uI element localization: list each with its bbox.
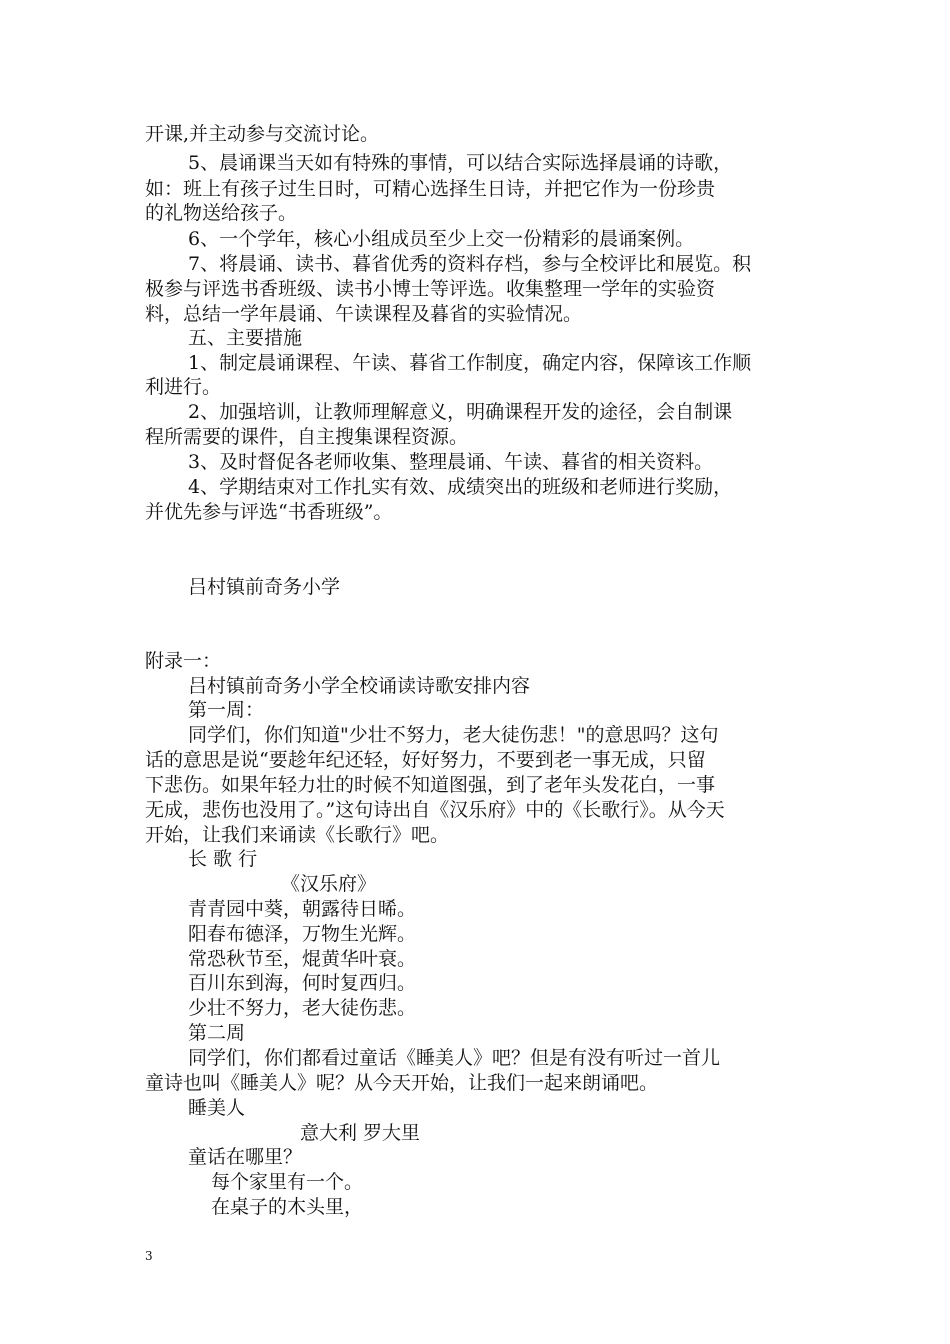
appendix-title: 吕村镇前奇务小学全校诵读诗歌安排内容 (188, 675, 531, 697)
section-heading: 五、主要措施 (188, 327, 303, 349)
text-line: 开始，让我们来诵读《长歌行》吧。 (145, 824, 450, 846)
text-line: 开课,并主动参与交流讨论。 (145, 123, 380, 145)
text-line: 6、一个学年，核心小组成员至少上交一份精彩的晨诵案例。 (188, 228, 695, 250)
week-heading: 第二周 (188, 1022, 246, 1044)
poem-line: 百川东到海，何时复西归。 (188, 972, 417, 994)
text-line: 程所需要的课件，自主搜集课程资源。 (145, 426, 469, 448)
poem-line: 在桌子的木头里， (211, 1196, 364, 1218)
text-line: 4、学期结束对工作扎实有效、成绩突出的班级和老师进行奖励， (188, 476, 733, 498)
poem-author: 意大利 罗大里 (300, 1122, 421, 1144)
text-line: 同学们，你们都看过童话《睡美人》吧？但是有没有听过一首儿 (188, 1047, 721, 1069)
text-line: 5、晨诵课当天如有特殊的事情，可以结合实际选择晨诵的诗歌， (188, 152, 733, 174)
text-line: 利进行。 (145, 376, 222, 398)
text-line: 并优先参与评选“书香班级”。 (145, 501, 393, 523)
poem-line: 童话在哪里？ (188, 1146, 303, 1168)
poem-line: 阳春布德泽，万物生光辉。 (188, 923, 417, 945)
poem-line: 常恐秋节至，焜黄华叶衰。 (188, 948, 417, 970)
poem-title: 睡美人 (188, 1097, 246, 1119)
text-line: 的礼物送给孩子。 (145, 202, 298, 224)
poem-line: 每个家里有一个。 (211, 1171, 364, 1193)
text-line: 7、将晨诵、读书、暮省优秀的资料存档，参与全校评比和展览。积 (188, 253, 752, 275)
text-line: 1、制定晨诵课程、午读、暮省工作制度，确定内容，保障该工作顺 (188, 352, 752, 374)
poem-source: 《汉乐府》 (281, 873, 377, 895)
text-line: 极参与评选书香班级、读书小博士等评选。收集整理一学年的实验资 (145, 278, 716, 300)
page-number: 3 (145, 1249, 153, 1263)
poem-line: 少壮不努力，老大徒伤悲。 (188, 997, 417, 1019)
text-line: 无成，悲伤也没用了。”这句诗出自《汉乐府》中的《长歌行》。从今天 (145, 799, 725, 821)
text-line: 童诗也叫《睡美人》呢？从今天开始，让我们一起来朗诵吧。 (145, 1072, 659, 1094)
school-signature: 吕村镇前奇务小学 (188, 576, 341, 598)
text-line: 下悲伤。如果年轻力壮的时候不知道图强，到了老年头发花白，一事 (145, 774, 716, 796)
text-line: 话的意思是说“要趁年纪还轻，好好努力，不要到老一事无成，只留 (145, 749, 706, 771)
appendix-heading: 附录一： (145, 650, 222, 672)
text-line: 同学们，你们知道"少壮不努力，老大徒伤悲！"的意思吗？这句 (188, 724, 719, 746)
week-heading: 第一周： (188, 699, 265, 721)
text-line: 如：班上有孩子过生日时，可精心选择生日诗，并把它作为一份珍贵 (145, 178, 716, 200)
poem-title: 长 歌 行 (188, 848, 258, 870)
poem-line: 青青园中葵，朝露待日晞。 (188, 898, 417, 920)
text-line: 料，总结一学年晨诵、午读课程及暮省的实验情况。 (145, 303, 583, 325)
text-line: 3、及时督促各老师收集、整理晨诵、午读、暮省的相关资料。 (188, 451, 714, 473)
text-line: 2、加强培训，让教师理解意义，明确课程开发的途径，会自制课 (188, 401, 733, 423)
